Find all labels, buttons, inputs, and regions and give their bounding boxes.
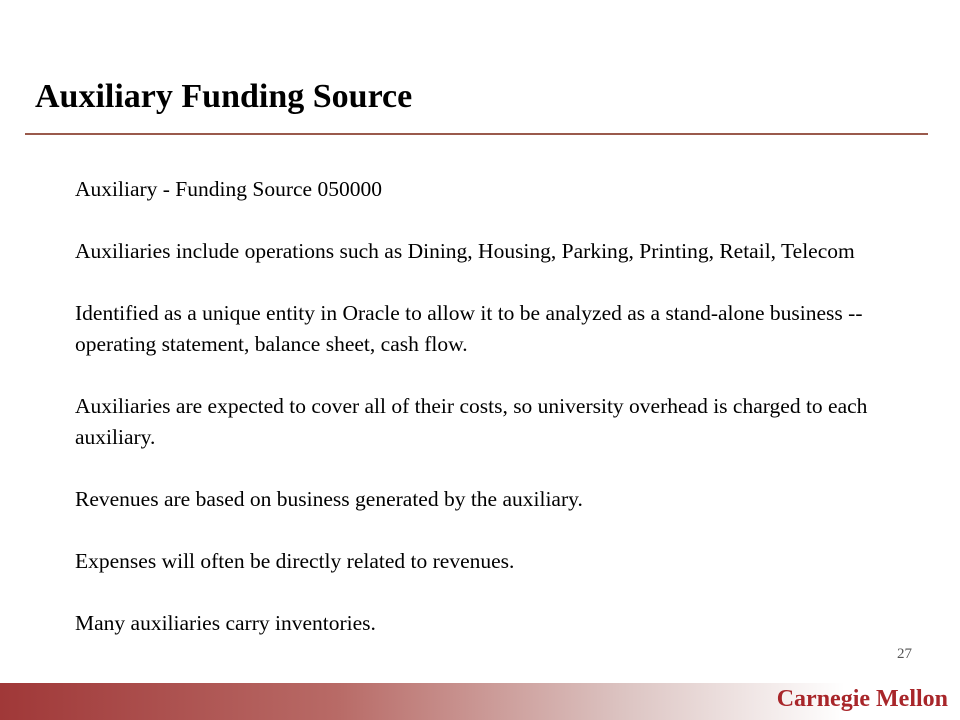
- brand-logo-text: Carnegie Mellon: [776, 686, 948, 712]
- paragraph-costs: Auxiliaries are expected to cover all of their costs, so university overhead is charged to each auxiliary.: [75, 394, 868, 449]
- paragraph-revenues: Revenues are based on business generated by the auxiliary.: [75, 487, 583, 511]
- paragraph-operations: Auxiliaries include operations such as Dining, Housing, Parking, Printing, Retail, Telecom: [75, 239, 855, 263]
- slide-title: Auxiliary Funding Source: [35, 78, 413, 115]
- paragraph-expenses: Expenses will often be directly related to revenues.: [75, 549, 515, 573]
- paragraph-oracle-entity: Identified as a unique entity in Oracle to allow it to be analyzed as a stand-alone business -- operating statement, balance sheet, cash flow.: [75, 301, 863, 356]
- title-divider: [25, 133, 928, 135]
- slide-body: [75, 174, 915, 670]
- paragraph-inventories: Many auxiliaries carry inventories.: [75, 611, 376, 635]
- paragraph-funding-source: Auxiliary - Funding Source 050000: [75, 177, 382, 201]
- page-number: 27: [897, 646, 912, 662]
